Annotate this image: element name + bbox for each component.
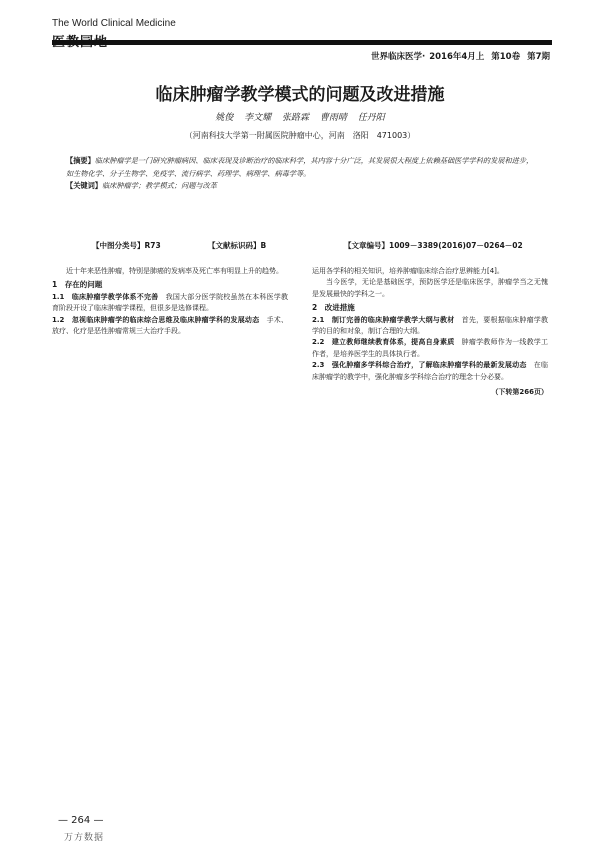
- author: 张路霖: [281, 113, 309, 123]
- author-list: [0, 110, 600, 123]
- issue-number: 第7期: [527, 52, 550, 62]
- paragraph: 近十年来恶性肿瘤，特别是肺癌的发病率及死亡率有明显上升的趋势。: [66, 267, 283, 275]
- article-title: 临床肿瘤学教学模式的问题及改进措施: [155, 85, 445, 105]
- author: 任丹阳: [357, 113, 385, 123]
- paragraph-text: 手术、放疗、化疗是恶性肿瘤常规三大治疗手段。: [52, 315, 289, 336]
- heading: 2 改进措施: [312, 303, 355, 313]
- volume: 第10卷: [491, 52, 521, 62]
- issue-date: 2016年4月上: [429, 52, 485, 62]
- affiliation: （河南科技大学第一附属医院肿瘤中心，河南 洛阳 471003）: [184, 131, 416, 140]
- paragraph: 运用各学科的相关知识，培养肿瘤临床综合治疗思辨能力[4]。: [312, 267, 504, 275]
- paragraph-text: 首先，要根据临床肿瘤学教学的目的和对象，制订合理的大纲。: [312, 315, 549, 336]
- abstract-block: [66, 155, 536, 193]
- subheading: 2.2 建立教师继续教育体系，提高自身素质: [312, 338, 455, 347]
- journal-header: [52, 18, 176, 50]
- paragraph-text: 在临床肿瘤学的教学中，强化肿瘤多学科综合治疗的理念十分必要。: [312, 361, 549, 381]
- continued-note: （下转第266页）: [491, 388, 548, 397]
- page-number: — 264 —: [58, 815, 104, 826]
- body-right-column: [312, 266, 548, 398]
- issue-info: 世界临床医学· 2016年4月上 第10卷 第7期: [370, 52, 550, 62]
- watermark: 万方数据: [64, 833, 105, 843]
- paragraph: 当今医学，无论是基础医学，预防医学还是临床医学，肿瘤学当之无愧是发展最快的学科之一。: [312, 278, 548, 298]
- paragraph: [52, 315, 288, 338]
- paragraph: [312, 360, 548, 383]
- subheading: 1.1 临床肿瘤学教学体系不完善: [52, 292, 159, 301]
- subheading: 2.1 制订完善的临床肿瘤学教学大纲与教材: [312, 315, 455, 324]
- journal-chinese-name: 世界临床医学: [370, 52, 422, 62]
- author: 李文耀: [244, 113, 272, 123]
- header-rule: [52, 40, 552, 45]
- paragraph-text: 我国大部分医学院校虽然在本科医学教育阶段开设了临床肿瘤学课程，但很多是选修课程。: [52, 292, 289, 313]
- author: 曹雨晴: [319, 113, 347, 123]
- abstract: [66, 155, 536, 180]
- heading: 1 存在的问题: [52, 280, 103, 290]
- keywords-label: 【关键词】: [66, 181, 102, 190]
- keywords: [66, 180, 536, 193]
- paragraph: [52, 292, 288, 315]
- clc-number: 【中图分类号】R73: [92, 241, 161, 250]
- author: 姚俊: [215, 113, 234, 123]
- body-left-column: [52, 266, 288, 337]
- paragraph-text: 肿瘤学教师作为一线教学工作者，是培养医学生的具体执行者。: [312, 338, 549, 358]
- abstract-label: 【摘要】: [66, 156, 95, 165]
- article-number: 【文章编号】1009－3389(2016)07－0264－02: [344, 241, 523, 250]
- journal-english-name: The World Clinical Medicine: [52, 18, 176, 29]
- paragraph: [312, 337, 548, 360]
- keywords-text: 临床肿瘤学；教学模式；问题与改革: [101, 181, 217, 190]
- document-code: 【文献标识码】B: [208, 241, 267, 250]
- paragraph: [312, 315, 548, 338]
- subheading: 2.3 强化肿瘤多学科综合治疗，了解临床肿瘤学科的最新发展动态: [312, 361, 527, 370]
- abstract-text: 临床肿瘤学是一门研究肿瘤病因、临床表现及诊断治疗的临床科学，其内容十分广泛，其发展很大程度上依赖基础医学学科的发展和进步，如生物化学、分子生物学、免疫学、流行病学、药理学、病理学、病毒学等。: [66, 156, 534, 178]
- subheading: 1.2 忽视临床肿瘤学的临床综合思维及临床肿瘤学科的发展动态: [52, 315, 260, 324]
